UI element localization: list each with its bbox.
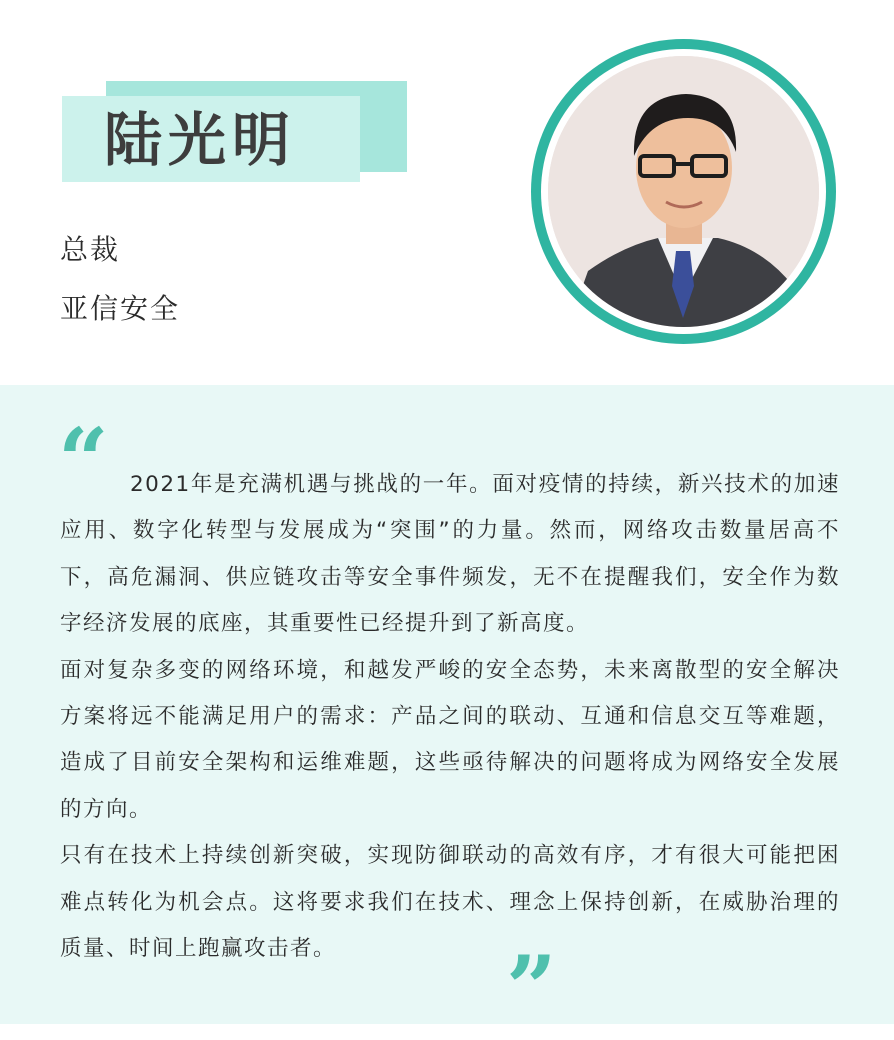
portrait-photo [548,56,819,327]
person-company: 亚信安全 [60,292,181,325]
open-quote-mark: “ [58,408,103,512]
person-title: 总裁 [60,233,121,266]
close-quote-mark: ” [506,936,551,1040]
quote-paragraph-1: 2021年是充满机遇与挑战的一年。面对疫情的持续，新兴技术的加速应用、数字化转型与发展成为“突围”的力量。然而，网络攻击数量居高不下，高危漏洞、供应链攻击等安全事件频发，无不在提醒我们，安全作为数字经济发展的底座，其重要性已经提升到了新高度。 [60,472,840,637]
portrait-illustration [548,56,819,327]
quote-paragraph-2: 面对复杂多变的网络环境，和越发严峻的安全态势，未来离散型的安全解决方案将远不能满足用户的需求：产品之间的联动、互通和信息交互等难题，造成了目前安全架构和运维难题，这些亟待解决的问题将成为网络安全发展的方向。 [60,657,840,822]
quote-body [60,462,840,972]
person-name: 陆光明 [104,106,297,174]
quote-paragraph-3: 只有在技术上持续创新突破，实现防御联动的高效有序，才有很大可能把困难点转化为机会点。这将要求我们在技术、理念上保持创新，在威胁治理的质量、时间上跑赢攻击者。 [60,843,840,962]
